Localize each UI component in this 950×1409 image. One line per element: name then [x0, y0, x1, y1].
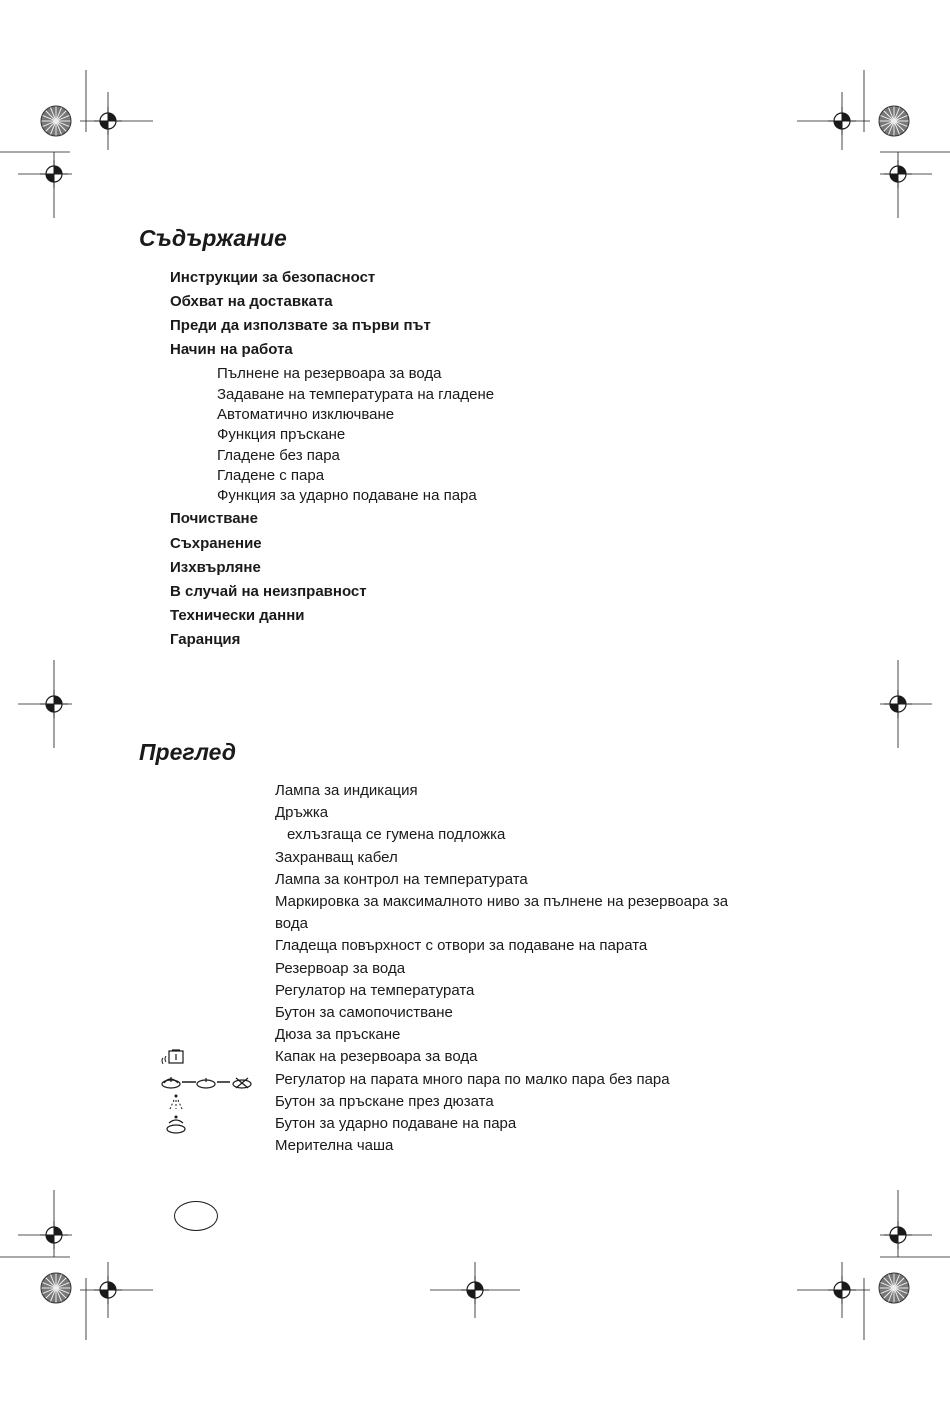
- list-item: ехлъзгаща се гумена подложка: [287, 826, 506, 844]
- toc-item[interactable]: Начин на работа: [170, 341, 293, 359]
- list-item: Капак на резервоара за вода: [275, 1048, 478, 1066]
- list-item: Лампа за индикация: [275, 782, 418, 799]
- steam-regulator-icon: [160, 1071, 265, 1091]
- toc-item[interactable]: Технически данни: [170, 606, 305, 624]
- list-item: Дръжка: [275, 804, 329, 822]
- list-item: Маркировка за максималното ниво за пълнене на резервоара за: [275, 893, 729, 911]
- list-item: Захранващ кабел: [275, 848, 398, 866]
- table-of-contents: [170, 266, 770, 652]
- toc-item[interactable]: Изхвърляне: [170, 558, 261, 576]
- toc-item[interactable]: Съхранение: [170, 534, 262, 552]
- toc-item[interactable]: Инструкции за безопасност: [170, 269, 376, 286]
- overview-list: [275, 780, 795, 1157]
- list-item: Бутон за ударно подаване на пара: [275, 1115, 517, 1133]
- toc-subitem[interactable]: Задаване на температурата на гладене: [217, 385, 495, 403]
- list-item: Резервоар за вода: [275, 959, 406, 977]
- list-item: Мерителна чаша: [275, 1137, 394, 1155]
- spray-icon: [160, 1093, 192, 1113]
- steam-burst-icon: [160, 1114, 192, 1136]
- toc-subitem[interactable]: Функция за ударно подаване на пара: [217, 487, 477, 505]
- toc-item[interactable]: В случай на неизправност: [170, 582, 367, 600]
- toc-subitem[interactable]: Пълнене на резервоара за вода: [217, 365, 442, 383]
- list-item: Бутон за самопочистване: [275, 1004, 453, 1022]
- toc-item[interactable]: Обхват на доставката: [170, 293, 333, 311]
- list-item: Гладеща повърхност с отвори за подаване на парата: [275, 937, 648, 955]
- list-item: Бутон за пръскане през дюзата: [275, 1092, 494, 1110]
- list-item: Регулатор на парата много пара по малко пара без пара: [275, 1070, 670, 1088]
- toc-item[interactable]: Почистване: [170, 510, 258, 528]
- overview-title: Преглед: [139, 739, 236, 765]
- toc-item[interactable]: Гаранция: [170, 630, 241, 648]
- language-badge: [174, 1201, 218, 1231]
- toc-subitem[interactable]: Гладене без пара: [217, 446, 340, 464]
- star-target-icon: [41, 106, 71, 136]
- list-item: Лампа за контрол на температурата: [275, 870, 528, 888]
- toc-item[interactable]: Преди да използвате за първи път: [170, 317, 431, 335]
- toc-subitem[interactable]: Автоматично изключване: [217, 405, 395, 423]
- list-item: Дюза за пръскане: [275, 1026, 401, 1044]
- list-item: Регулатор на температурата: [275, 981, 475, 999]
- list-item: вода: [275, 915, 308, 933]
- toc-title: Съдържание: [139, 225, 287, 251]
- toc-subitem[interactable]: Гладене с пара: [217, 466, 325, 484]
- toc-subsection-list: [170, 364, 770, 506]
- self-clean-icon: [160, 1048, 192, 1068]
- toc-subitem[interactable]: Функция пръскане: [217, 426, 346, 444]
